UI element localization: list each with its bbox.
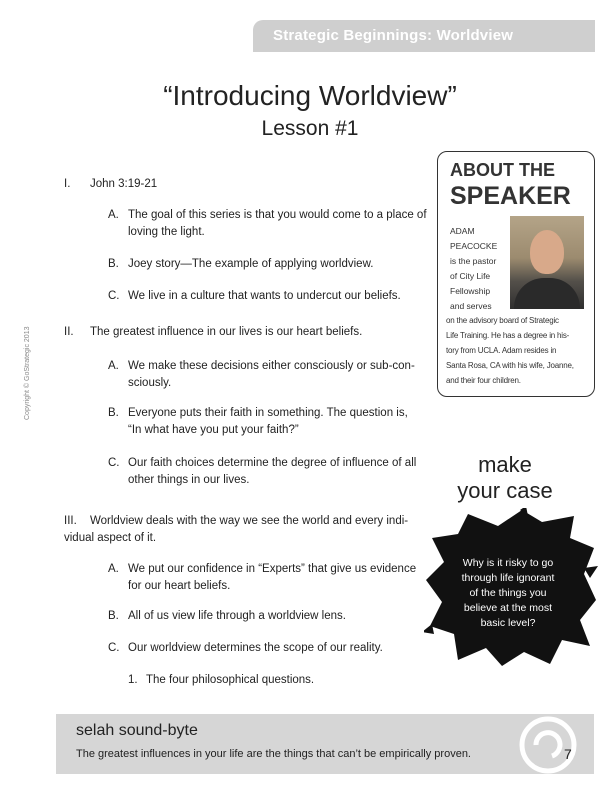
speaker-face xyxy=(530,230,564,274)
outline-number: II. xyxy=(64,326,74,338)
outline-text: sciously. xyxy=(128,377,172,389)
page-title: “Introducing Worldview” xyxy=(163,80,457,111)
about-speaker-box xyxy=(437,151,595,397)
bio-line: on the advisory board of Strategic xyxy=(446,316,559,325)
make-case-line: make xyxy=(478,452,532,477)
outline-letter: C. xyxy=(108,642,120,654)
outline-letter: B. xyxy=(108,258,119,270)
outline-letter: B. xyxy=(108,610,119,622)
outline-text: Joey story—The example of applying worldview. xyxy=(128,258,374,270)
selah-title: selah sound-byte xyxy=(76,722,198,739)
outline-text: Everyone puts their faith in something. The question is, xyxy=(128,407,408,419)
bio-line: Santa Rosa, CA with his wife, Joanne, xyxy=(446,361,574,370)
header-tab xyxy=(253,20,595,52)
speaker-shirt xyxy=(514,278,580,309)
bio-line: is the pastor xyxy=(450,256,497,266)
question-line: through life ignorant xyxy=(461,572,555,584)
make-case-line: your case xyxy=(457,478,553,503)
page-number: 7 xyxy=(564,746,572,762)
about-heading: ABOUT THE xyxy=(450,160,555,180)
question-line: believe at the most xyxy=(463,602,553,614)
outline-letter: B. xyxy=(108,407,119,419)
outline-text: All of us view life through a worldview lens. xyxy=(128,610,346,622)
outline-letter: A. xyxy=(108,209,119,221)
outline-text: The goal of this series is that you would come to a place of xyxy=(128,209,427,221)
outline-text: We make these decisions either consciously or sub-con- xyxy=(128,360,415,372)
outline-text: The four philosophical questions. xyxy=(146,674,315,686)
make-your-case-heading xyxy=(430,452,580,504)
outline-text: vidual aspect of it. xyxy=(64,532,157,544)
outline-text: for our heart beliefs. xyxy=(128,580,231,592)
selah-quote: The greatest influences in your life are the things that can’t be empirically proven. xyxy=(76,748,471,760)
header-title: Strategic Beginnings: Worldview xyxy=(273,27,514,44)
outline-text: John 3:19-21 xyxy=(90,178,158,190)
outline-number: 1. xyxy=(128,674,138,686)
bio-line: and their four children. xyxy=(446,376,521,385)
outline-text: other things in our lives. xyxy=(128,474,250,486)
bio-line: Life Training. He has a degree in his- xyxy=(446,331,570,340)
question-line: basic level? xyxy=(480,617,536,629)
lesson-number: Lesson #1 xyxy=(261,117,359,140)
bio-line: PEACOCKE xyxy=(450,241,498,251)
outline-letter: A. xyxy=(108,360,119,372)
outline-number: III. xyxy=(64,515,77,527)
outline-text: We live in a culture that wants to undercut our beliefs. xyxy=(128,290,401,302)
outline-text: We put our confidence in “Experts” that give us evidence xyxy=(128,563,417,575)
outline-letter: C. xyxy=(108,290,120,302)
outline-text: The greatest influence in our lives is our heart beliefs. xyxy=(90,326,363,338)
outline-letter: C. xyxy=(108,457,120,469)
copyright-notice: Copyright © GoStrategic 2013 xyxy=(24,326,31,420)
selah-sound-byte-band xyxy=(56,714,594,774)
question-line: of the things you xyxy=(469,587,547,599)
outline-letter: A. xyxy=(108,563,119,575)
speaker-heading: SPEAKER xyxy=(450,182,571,210)
bio-line: and serves xyxy=(450,301,492,311)
outline-text: loving the light. xyxy=(128,226,205,238)
speaker-photo xyxy=(510,216,584,309)
reflection-question xyxy=(450,556,566,631)
outline-number: I. xyxy=(64,178,71,190)
question-line: Why is it risky to go xyxy=(462,557,554,569)
bio-line: tory from UCLA. Adam resides in xyxy=(446,346,557,355)
bio-line: of City Life xyxy=(450,271,491,281)
outline-text: Our worldview determines the scope of our reality. xyxy=(128,642,383,654)
bio-line: ADAM xyxy=(450,226,475,236)
outline-text: Our faith choices determine the degree of influence of all xyxy=(128,457,417,469)
outline-text: Worldview deals with the way we see the world and every indi- xyxy=(90,515,409,527)
bio-line: Fellowship xyxy=(450,286,491,296)
circle-logo-icon xyxy=(508,716,588,774)
outline-text: “In what have you put your faith?” xyxy=(128,424,299,436)
